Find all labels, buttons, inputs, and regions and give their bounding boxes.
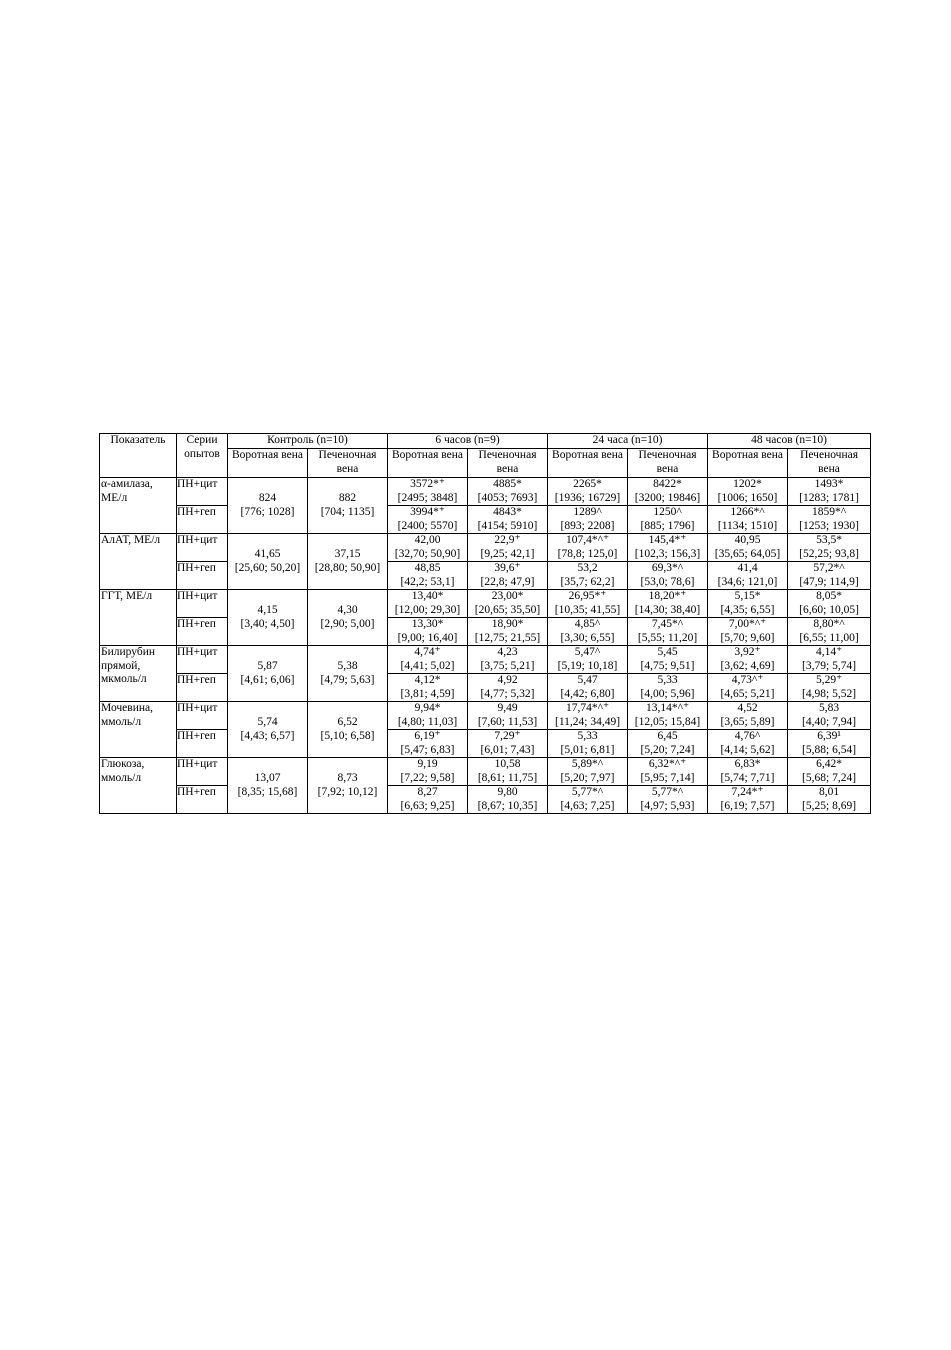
value-cell xyxy=(708,674,788,702)
median-value: 53,5* xyxy=(816,534,842,546)
value-cell xyxy=(468,758,548,786)
interquartile-range: [9,25; 42,1] xyxy=(480,547,535,560)
interquartile-range: [6,19; 7,57] xyxy=(720,799,775,812)
interquartile-range: [7,60; 11,53] xyxy=(477,715,538,728)
value-cell xyxy=(628,534,708,562)
interquartile-range: [5,88; 6,54] xyxy=(802,743,857,756)
median-value: 69,3*^ xyxy=(651,562,684,574)
median-value: 2265* xyxy=(573,478,602,490)
median-value: 39,6⁺ xyxy=(494,562,521,574)
interquartile-range: [4,80; 11,03] xyxy=(397,715,458,728)
indicator-name: Билирубин прямой, мкмоль/л xyxy=(100,646,177,702)
value-cell xyxy=(548,674,628,702)
median-value: 5,15* xyxy=(734,590,761,602)
median-value: 4,92 xyxy=(497,674,518,686)
median-value: 5,38 xyxy=(337,660,358,672)
value-cell xyxy=(548,478,628,506)
interquartile-range: [1134; 1510] xyxy=(717,519,778,532)
interquartile-range: [12,75; 21,55] xyxy=(474,631,541,644)
median-value: 1859*^ xyxy=(811,506,847,518)
value-cell xyxy=(388,702,468,730)
median-value: 8422* xyxy=(653,478,682,490)
control-portal-cell xyxy=(228,478,308,534)
interquartile-range: [4,14; 5,62] xyxy=(720,743,775,756)
value-cell xyxy=(468,674,548,702)
results-table xyxy=(99,433,871,814)
interquartile-range: [32,70; 50,90] xyxy=(394,547,461,560)
table-row xyxy=(100,786,871,814)
median-value: 53,2 xyxy=(577,562,598,574)
median-value: 13,14*^⁺ xyxy=(645,702,690,714)
interquartile-range: [35,65; 64,05] xyxy=(714,547,781,560)
interquartile-range: [35,7; 62,2] xyxy=(560,575,615,588)
control-portal-cell xyxy=(228,590,308,646)
median-value: 4,12* xyxy=(414,674,441,686)
control-hepatic-cell xyxy=(308,590,388,646)
interquartile-range: [6,01; 7,43] xyxy=(480,743,535,756)
interquartile-range: [5,55; 11,20] xyxy=(637,631,698,644)
value-cell xyxy=(708,618,788,646)
median-value: 4,15 xyxy=(257,604,278,616)
median-value: 4,14⁺ xyxy=(815,646,843,658)
value-cell xyxy=(388,534,468,562)
interquartile-range: [12,00; 29,30] xyxy=(394,603,461,616)
value-cell xyxy=(788,618,871,646)
interquartile-range: [4154; 5910] xyxy=(477,519,538,532)
header-hepatic-vein: Печеночная вена xyxy=(468,449,548,478)
interquartile-range: [12,05; 15,84] xyxy=(634,715,701,728)
value-cell xyxy=(708,478,788,506)
interquartile-range: [1253; 1930] xyxy=(799,519,859,532)
interquartile-range: [28,80; 50,90] xyxy=(314,561,381,574)
value-cell xyxy=(788,562,871,590)
interquartile-range: [4,97; 5,93] xyxy=(640,799,695,812)
control-hepatic-cell xyxy=(308,758,388,814)
interquartile-range: [5,01; 6,81] xyxy=(560,743,615,756)
interquartile-range: [5,10; 6,58] xyxy=(320,729,375,742)
median-value: 5,89*^ xyxy=(571,758,604,770)
table-row xyxy=(100,618,871,646)
interquartile-range: [3,75; 5,21] xyxy=(480,659,535,672)
median-value: 1202* xyxy=(733,478,762,490)
value-cell xyxy=(388,562,468,590)
value-cell xyxy=(468,702,548,730)
median-value: 9,80 xyxy=(497,786,518,798)
interquartile-range: [7,92; 10,12] xyxy=(317,785,378,798)
interquartile-range: [5,25; 8,69] xyxy=(802,799,857,812)
interquartile-range: [3,40; 4,50] xyxy=(240,617,295,630)
indicator-name: Мочевина, ммоль/л xyxy=(100,702,177,758)
median-value: 4,85^ xyxy=(574,618,601,630)
value-cell xyxy=(788,674,871,702)
header-hepatic-vein: Печеночная вена xyxy=(308,449,388,478)
interquartile-range: [1283; 1781] xyxy=(799,491,859,504)
interquartile-range: [42,2; 53,1] xyxy=(400,575,455,588)
median-value: 4,30 xyxy=(337,604,358,616)
median-value: 9,19 xyxy=(417,758,438,770)
value-cell xyxy=(548,534,628,562)
interquartile-range: [4,35; 6,55] xyxy=(720,603,775,616)
median-value: 5,77*^ xyxy=(571,786,604,798)
value-cell xyxy=(708,590,788,618)
value-cell xyxy=(388,674,468,702)
median-value: 1289^ xyxy=(573,506,602,518)
median-value: 41,4 xyxy=(737,562,758,574)
header-portal-vein: Воротная вена xyxy=(548,449,628,478)
median-value: 37,15 xyxy=(334,548,361,560)
median-value: 42,00 xyxy=(414,534,441,546)
median-value: 1493* xyxy=(814,478,844,490)
interquartile-range: [5,20; 7,97] xyxy=(560,771,615,784)
control-hepatic-cell xyxy=(308,702,388,758)
median-value: 6,83* xyxy=(734,758,761,770)
value-cell xyxy=(628,590,708,618)
median-value: 3572*⁺ xyxy=(410,478,445,490)
value-cell xyxy=(708,506,788,534)
median-value: 5,83 xyxy=(818,702,840,714)
median-value: 4,76^ xyxy=(734,730,761,742)
series-label: ПН+цит xyxy=(177,478,228,506)
series-label: ПН+геп xyxy=(177,674,228,702)
median-value: 4,74⁺ xyxy=(414,646,441,658)
interquartile-range: [3,79; 5,74] xyxy=(802,659,857,672)
value-cell xyxy=(468,506,548,534)
value-cell xyxy=(708,534,788,562)
median-value: 6,45 xyxy=(657,730,678,742)
median-value: 4843* xyxy=(493,506,522,518)
interquartile-range: [3,81; 4,59] xyxy=(400,687,455,700)
median-value: 882 xyxy=(338,492,357,504)
header-portal-vein: Воротная вена xyxy=(708,449,788,478)
interquartile-range: [4,98; 5,52] xyxy=(802,687,857,700)
interquartile-range: [4,43; 6,57] xyxy=(240,729,295,742)
interquartile-range: [4,61; 6,06] xyxy=(240,673,295,686)
table-row xyxy=(100,674,871,702)
value-cell xyxy=(548,702,628,730)
median-value: 6,52 xyxy=(337,716,358,728)
interquartile-range: [1006; 1650] xyxy=(717,491,778,504)
value-cell xyxy=(708,702,788,730)
interquartile-range: [893; 2208] xyxy=(560,519,615,532)
value-cell xyxy=(788,534,871,562)
interquartile-range: [4,79; 5,63] xyxy=(320,673,375,686)
interquartile-range: [8,67; 10,35] xyxy=(477,799,538,812)
table-row xyxy=(100,562,871,590)
median-value: 13,30* xyxy=(411,618,444,630)
interquartile-range: [78,8; 125,0] xyxy=(557,547,618,560)
value-cell xyxy=(388,590,468,618)
median-value: 1250^ xyxy=(653,506,682,518)
table-row xyxy=(100,534,871,562)
header-group-48h: 48 часов (n=10) xyxy=(708,434,871,449)
median-value: 3994*⁺ xyxy=(410,506,445,518)
median-value: 107,4*^⁺ xyxy=(565,534,610,546)
control-portal-cell xyxy=(228,646,308,702)
median-value: 7,45*^ xyxy=(651,618,684,630)
interquartile-range: [52,25; 93,8] xyxy=(799,547,859,560)
value-cell xyxy=(788,730,871,758)
value-cell xyxy=(468,730,548,758)
median-value: 9,94* xyxy=(414,702,441,714)
header-portal-vein: Воротная вена xyxy=(388,449,468,478)
median-value: 5,45 xyxy=(657,646,678,658)
interquartile-range: [3,62; 4,69] xyxy=(720,659,775,672)
value-cell xyxy=(388,786,468,814)
header-group-6h: 6 часов (n=9) xyxy=(388,434,548,449)
interquartile-range: [6,60; 10,05] xyxy=(799,603,859,616)
median-value: 40,95 xyxy=(734,534,761,546)
interquartile-range: [885; 1796] xyxy=(640,519,695,532)
median-value: 22,9⁺ xyxy=(494,534,521,546)
series-label: ПН+геп xyxy=(177,506,228,534)
series-label: ПН+геп xyxy=(177,730,228,758)
value-cell xyxy=(788,646,871,674)
median-value: 5,29⁺ xyxy=(815,674,843,686)
median-value: 57,2*^ xyxy=(813,562,845,574)
median-value: 23,00* xyxy=(491,590,524,602)
value-cell xyxy=(708,730,788,758)
value-cell xyxy=(788,786,871,814)
interquartile-range: [9,00; 16,40] xyxy=(397,631,458,644)
value-cell xyxy=(548,646,628,674)
header-portal-vein: Воротная вена xyxy=(228,449,308,478)
median-value: 5,74 xyxy=(257,716,278,728)
series-label: ПН+геп xyxy=(177,562,228,590)
median-value: 1266*^ xyxy=(730,506,765,518)
median-value: 5,33 xyxy=(657,674,678,686)
value-cell xyxy=(388,730,468,758)
interquartile-range: [2495; 3848] xyxy=(397,491,458,504)
value-cell xyxy=(788,478,871,506)
interquartile-range: [8,35; 15,68] xyxy=(237,785,298,798)
value-cell xyxy=(708,646,788,674)
value-cell xyxy=(628,786,708,814)
value-cell xyxy=(468,534,548,562)
control-hepatic-cell xyxy=(308,646,388,702)
median-value: 10,58 xyxy=(494,758,521,770)
median-value: 6,32*^⁺ xyxy=(648,758,687,770)
median-value: 5,47^ xyxy=(574,646,601,658)
table-row xyxy=(100,478,871,506)
median-value: 6,39¹ xyxy=(817,730,841,742)
interquartile-range: [5,70; 9,60] xyxy=(720,631,775,644)
value-cell xyxy=(468,478,548,506)
median-value: 41,65 xyxy=(254,548,281,560)
value-cell xyxy=(468,562,548,590)
median-value: 18,90* xyxy=(491,618,524,630)
value-cell xyxy=(628,506,708,534)
interquartile-range: [4,40; 7,94] xyxy=(802,715,857,728)
indicator-name: ГГТ, МЕ/л xyxy=(100,590,177,646)
series-label: ПН+геп xyxy=(177,618,228,646)
interquartile-range: [25,60; 50,20] xyxy=(234,561,301,574)
median-value: 48,85 xyxy=(414,562,441,574)
value-cell xyxy=(468,590,548,618)
interquartile-range: [5,95; 7,14] xyxy=(640,771,695,784)
interquartile-range: [14,30; 38,40] xyxy=(634,603,701,616)
median-value: 13,07 xyxy=(254,772,281,784)
table-body xyxy=(100,478,871,814)
value-cell xyxy=(548,590,628,618)
interquartile-range: [4,41; 5,02] xyxy=(400,659,455,672)
value-cell xyxy=(788,758,871,786)
interquartile-range: [34,6; 121,0] xyxy=(717,575,778,588)
interquartile-range: [5,74; 7,71] xyxy=(720,771,775,784)
interquartile-range: [11,24; 34,49] xyxy=(554,715,621,728)
interquartile-range: [776; 1028] xyxy=(240,505,295,518)
median-value: 5,77*^ xyxy=(651,786,684,798)
indicator-name: α-амилаза, МЕ/л xyxy=(100,478,177,534)
header-hepatic-vein: Печеночная вена xyxy=(788,449,871,478)
value-cell xyxy=(548,758,628,786)
interquartile-range: [8,61; 11,75] xyxy=(477,771,538,784)
value-cell xyxy=(468,786,548,814)
median-value: 3,92⁺ xyxy=(734,646,761,658)
table-row xyxy=(100,506,871,534)
interquartile-range: [704; 1135] xyxy=(320,505,375,518)
interquartile-range: [5,20; 7,24] xyxy=(640,743,695,756)
median-value: 6,19⁺ xyxy=(414,730,441,742)
median-value: 8,01 xyxy=(818,786,840,798)
median-value: 17,74*^⁺ xyxy=(565,702,610,714)
value-cell xyxy=(788,590,871,618)
value-cell xyxy=(388,646,468,674)
interquartile-range: [10,35; 41,55] xyxy=(554,603,621,616)
interquartile-range: [4,00; 5,96] xyxy=(640,687,695,700)
header-hepatic-vein: Печеночная вена xyxy=(628,449,708,478)
table-row xyxy=(100,730,871,758)
median-value: 18,20*⁺ xyxy=(648,590,687,602)
interquartile-range: [4,63; 7,25] xyxy=(560,799,615,812)
interquartile-range: [7,22; 9,58] xyxy=(400,771,455,784)
value-cell xyxy=(788,506,871,534)
control-portal-cell xyxy=(228,758,308,814)
value-cell xyxy=(708,562,788,590)
median-value: 9,49 xyxy=(497,702,518,714)
header-indicator: Показатель xyxy=(100,434,177,478)
table-row xyxy=(100,702,871,730)
value-cell xyxy=(388,618,468,646)
value-cell xyxy=(388,506,468,534)
interquartile-range: [2400; 5570] xyxy=(397,519,458,532)
control-hepatic-cell xyxy=(308,478,388,534)
series-label: ПН+цит xyxy=(177,646,228,674)
interquartile-range: [53,0; 78,6] xyxy=(640,575,695,588)
value-cell xyxy=(628,702,708,730)
value-cell xyxy=(468,646,548,674)
series-label: ПН+цит xyxy=(177,702,228,730)
interquartile-range: [4,65; 5,21] xyxy=(720,687,775,700)
median-value: 4,23 xyxy=(497,646,518,658)
value-cell xyxy=(628,758,708,786)
median-value: 5,87 xyxy=(257,660,278,672)
median-value: 13,40* xyxy=(411,590,444,602)
interquartile-range: [3,30; 6,55] xyxy=(560,631,615,644)
value-cell xyxy=(628,646,708,674)
median-value: 4885* xyxy=(493,478,522,490)
median-value: 6,42* xyxy=(816,758,842,770)
value-cell xyxy=(628,478,708,506)
series-label: ПН+геп xyxy=(177,786,228,814)
interquartile-range: [3200; 19846] xyxy=(634,491,701,504)
median-value: 7,00*^⁺ xyxy=(728,618,767,630)
table-row xyxy=(100,758,871,786)
median-value: 4,73^⁺ xyxy=(731,674,764,686)
interquartile-range: [47,9; 114,9] xyxy=(799,575,859,588)
value-cell xyxy=(628,674,708,702)
value-cell xyxy=(548,786,628,814)
header-group-control: Контроль (n=10) xyxy=(228,434,388,449)
interquartile-range: [5,47; 6,83] xyxy=(400,743,455,756)
control-hepatic-cell xyxy=(308,534,388,590)
interquartile-range: [102,3; 156,3] xyxy=(634,547,701,560)
value-cell xyxy=(708,786,788,814)
value-cell xyxy=(628,562,708,590)
interquartile-range: [4,77; 5,32] xyxy=(480,687,535,700)
value-cell xyxy=(708,758,788,786)
interquartile-range: [4,42; 6,80] xyxy=(560,687,615,700)
median-value: 8,05* xyxy=(816,590,842,602)
median-value: 26,95*⁺ xyxy=(568,590,607,602)
median-value: 7,29⁺ xyxy=(494,730,521,742)
value-cell xyxy=(548,730,628,758)
interquartile-range: [3,65; 5,89] xyxy=(720,715,775,728)
value-cell xyxy=(548,562,628,590)
indicator-name: Глюкоза, ммоль/л xyxy=(100,758,177,814)
value-cell xyxy=(388,478,468,506)
value-cell xyxy=(788,702,871,730)
interquartile-range: [22,8; 47,9] xyxy=(480,575,535,588)
series-label: ПН+цит xyxy=(177,534,228,562)
interquartile-range: [1936; 16729] xyxy=(554,491,621,504)
median-value: 8,27 xyxy=(417,786,438,798)
interquartile-range: [5,19; 10,18] xyxy=(557,659,618,672)
interquartile-range: [6,55; 11,00] xyxy=(799,631,859,644)
median-value: 145,4*⁺ xyxy=(648,534,687,546)
median-value: 4,52 xyxy=(737,702,758,714)
median-value: 8,80*^ xyxy=(813,618,845,630)
value-cell xyxy=(628,618,708,646)
interquartile-range: [20,65; 35,50] xyxy=(474,603,541,616)
header-series: Серии опытов xyxy=(177,434,228,478)
value-cell xyxy=(468,618,548,646)
value-cell xyxy=(548,618,628,646)
value-cell xyxy=(628,730,708,758)
table-row xyxy=(100,590,871,618)
indicator-name: АлАТ, МЕ/л xyxy=(100,534,177,590)
value-cell xyxy=(388,758,468,786)
series-label: ПН+цит xyxy=(177,590,228,618)
value-cell xyxy=(548,506,628,534)
median-value: 5,33 xyxy=(577,730,598,742)
median-value: 8,73 xyxy=(337,772,358,784)
control-portal-cell xyxy=(228,534,308,590)
interquartile-range: [4053; 7693] xyxy=(477,491,538,504)
interquartile-range: [4,75; 9,51] xyxy=(640,659,695,672)
table-row xyxy=(100,646,871,674)
control-portal-cell xyxy=(228,702,308,758)
header-group-24h: 24 часа (n=10) xyxy=(548,434,708,449)
interquartile-range: [5,68; 7,24] xyxy=(802,771,857,784)
median-value: 7,24*⁺ xyxy=(731,786,764,798)
interquartile-range: [2,90; 5,00] xyxy=(320,617,375,630)
series-label: ПН+цит xyxy=(177,758,228,786)
median-value: 824 xyxy=(258,492,277,504)
interquartile-range: [6,63; 9,25] xyxy=(400,799,455,812)
median-value: 5,47 xyxy=(577,674,598,686)
